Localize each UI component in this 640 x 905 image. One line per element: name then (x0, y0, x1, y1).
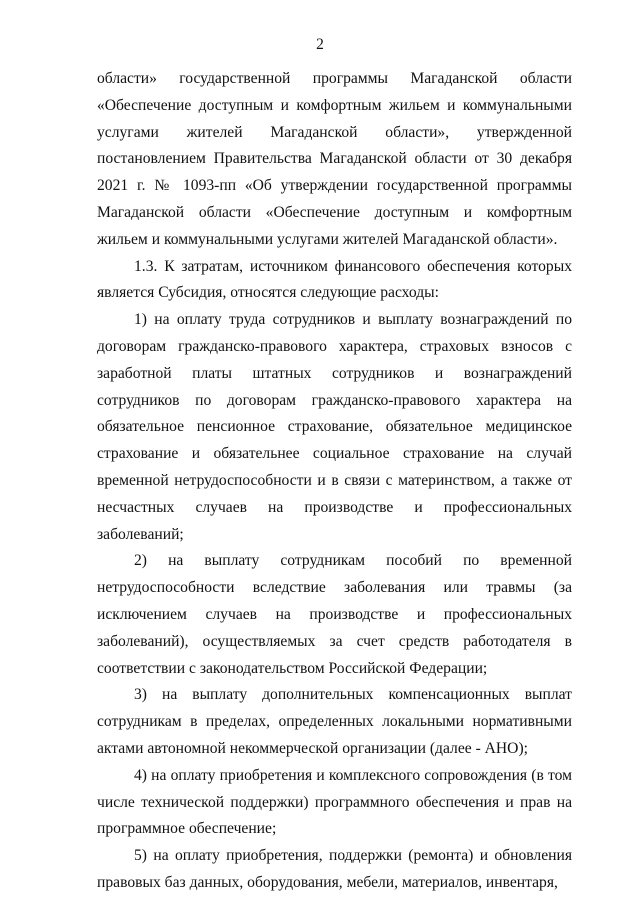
page-number: 2 (316, 36, 324, 53)
paragraph-item-4-software: 4) на оплату приобретения и комплексного сопровождения (в том числе технической поддержки) программного обеспечения и прав на программное обеспечение; (97, 766, 572, 838)
paragraph-expenses-intro: 1.3. К затратам, источником финансового обеспечения которых является Субсидия, относятся следующие расходы: (97, 257, 572, 302)
paragraph-item-3-compensation: 3) на выплату дополнительных компенсационных выплат сотрудникам в пределах, определенных локальными нормативными актами автономной некоммерческой организации (далее - АНО); (97, 686, 572, 757)
paragraph-item-2-sick-pay: 2) на выплату сотрудникам пособий по временной нетрудоспособности вследствие заболевания или травмы (за исключением случаев на производстве и профессиональных заболеваний), осуществляемых за счет средств работодателя в соответствии с законодательством Российской Федерации; (97, 552, 572, 677)
document-body (97, 66, 572, 897)
paragraph-item-5-equipment: 5) на оплату приобретения, поддержки (ремонта) и обновления правовых баз данных, оборудования, мебели, материалов, инвентаря, (97, 847, 572, 891)
paragraph-item-1-salaries: 1) на оплату труда сотрудников и выплату вознаграждений по договорам гражданско-правового характера, страховых взносов с заработной платы штатных сотрудников и вознаграждений сотрудников по договорам гражданско-правового характера на обязательное пенсионное страхование, обязательное медицинское страхование и обязательнее социальное страхование на случай временной нетрудоспособности и в связи с материнством, а также от несчастных случаев на производстве и профессиональных заболеваний; (97, 311, 572, 543)
paragraph-program-reference: области» государственной программы Магаданской области «Обеспечение доступным и комфортным жильем и коммунальными услугами жителей Магаданской области», утвержденной постановлением Правительства Магаданской области от 30 декабря 2021 г. № 1093-пп «Об утверждении государственной программы Магаданской области «Обеспечение доступным и комфортным жильем и коммунальными услугами жителей Магаданской области». (97, 70, 572, 248)
